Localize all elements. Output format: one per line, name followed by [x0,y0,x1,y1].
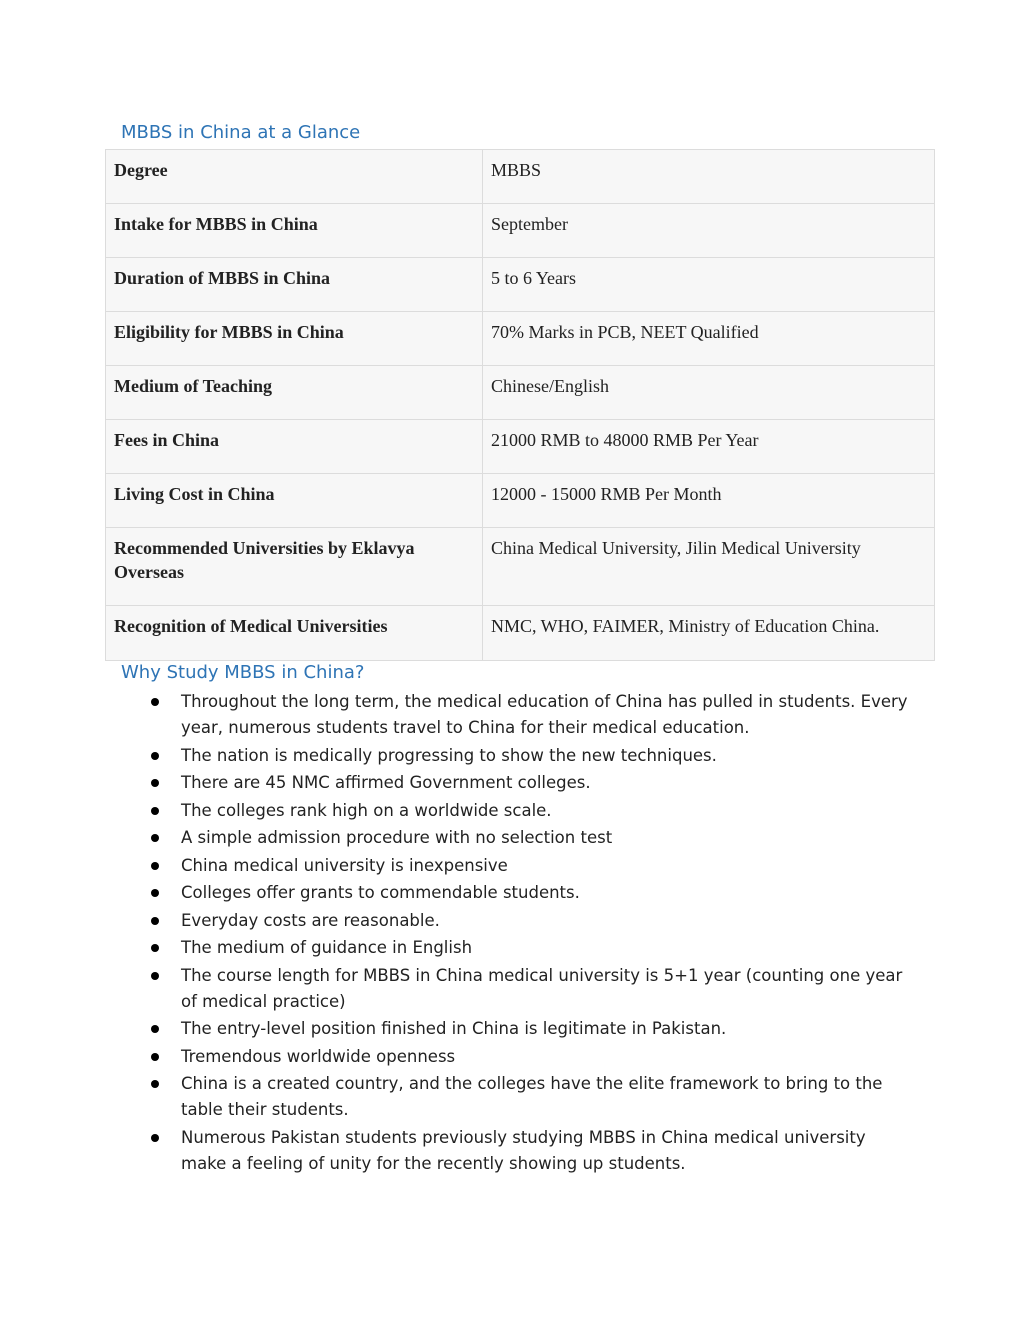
list-item-text: The entry-level position finished in China is legitimate in Pakistan. [181,1019,727,1038]
list-item-text: There are 45 NMC affirmed Government colleges. [181,773,591,792]
row-label: Recognition of Medical Universities [106,606,483,661]
bullet-icon [151,917,159,925]
list-item-text: China is a created country, and the colleges have the elite framework to bring to the table their students. [181,1074,883,1119]
row-value: MBBS [483,150,935,204]
list-item [150,1016,910,1042]
row-value: September [483,204,935,258]
bullet-icon [151,807,159,815]
list-item-text: A simple admission procedure with no selection test [181,828,613,847]
table-row [106,312,935,366]
bullet-icon [151,834,159,842]
row-label: Eligibility for MBBS in China [106,312,483,366]
row-label: Intake for MBBS in China [106,204,483,258]
table-row [106,528,935,606]
bullet-icon [151,1025,159,1033]
table-row [106,606,935,661]
list-item [150,908,910,934]
row-label: Living Cost in China [106,474,483,528]
list-item-text: The medium of guidance in English [181,938,473,957]
row-value: 5 to 6 Years [483,258,935,312]
list-item-text: Throughout the long term, the medical education of China has pulled in students. Every year, numerous students travel to China for their medical education. [181,692,908,737]
list-item-text: Everyday costs are reasonable. [181,910,440,930]
row-label: Recommended Universities by Eklavya Overseas [106,528,483,606]
list-item [150,963,910,1015]
row-label: Duration of MBBS in China [106,258,483,312]
row-label: Fees in China [106,420,483,474]
bullet-icon [151,698,159,706]
list-item [150,935,910,961]
bullet-icon [151,944,159,952]
list-item-text: The colleges rank high on a worldwide scale. [181,800,552,820]
row-label: Medium of Teaching [106,366,483,420]
list-item [150,880,910,906]
list-item [150,743,910,769]
row-value: 12000 - 15000 RMB Per Month [483,474,935,528]
list-item-text: China medical university is inexpensive [181,855,508,875]
row-value: 21000 RMB to 48000 RMB Per Year [483,420,935,474]
table-row [106,474,935,528]
row-value: Chinese/English [483,366,935,420]
list-item [150,825,910,851]
list-item [150,853,910,879]
list-item [150,689,910,741]
list-item [150,1071,910,1123]
list-item-text: Colleges offer grants to commendable students. [181,883,580,902]
list-item [150,1044,910,1070]
section-heading-glance: MBBS in China at a Glance [121,122,361,143]
table-row [106,204,935,258]
list-item [150,1125,910,1177]
row-value: 70% Marks in PCB, NEET Qualified [483,312,935,366]
row-label: Degree [106,150,483,204]
bullet-icon [151,889,159,897]
bullet-icon [151,1053,159,1061]
bullet-icon [151,779,159,787]
reasons-list [150,689,910,1178]
table-row [106,420,935,474]
list-item-text: The nation is medically progressing to show the new techniques. [181,745,717,765]
list-item-text: Numerous Pakistan students previously studying MBBS in China medical university make a feeling of unity for the recently showing up students. [181,1127,866,1173]
list-item [150,798,910,824]
bullet-icon [151,1134,159,1142]
section-heading-why-study: Why Study MBBS in China? [121,662,365,683]
bullet-icon [151,972,159,980]
list-item-text: The course length for MBBS in China medical university is 5+1 year (counting one year of medical practice) [181,965,903,1011]
list-item-text: Tremendous worldwide openness [181,1046,456,1066]
table-row [106,366,935,420]
table-row [106,258,935,312]
bullet-icon [151,752,159,760]
row-value: China Medical University, Jilin Medical University [483,528,935,606]
bullet-icon [151,862,159,870]
row-value: NMC, WHO, FAIMER, Ministry of Education China. [483,606,935,661]
glance-table [105,149,935,661]
bullet-icon [151,1080,159,1088]
list-item [150,770,910,796]
table-row [106,150,935,204]
